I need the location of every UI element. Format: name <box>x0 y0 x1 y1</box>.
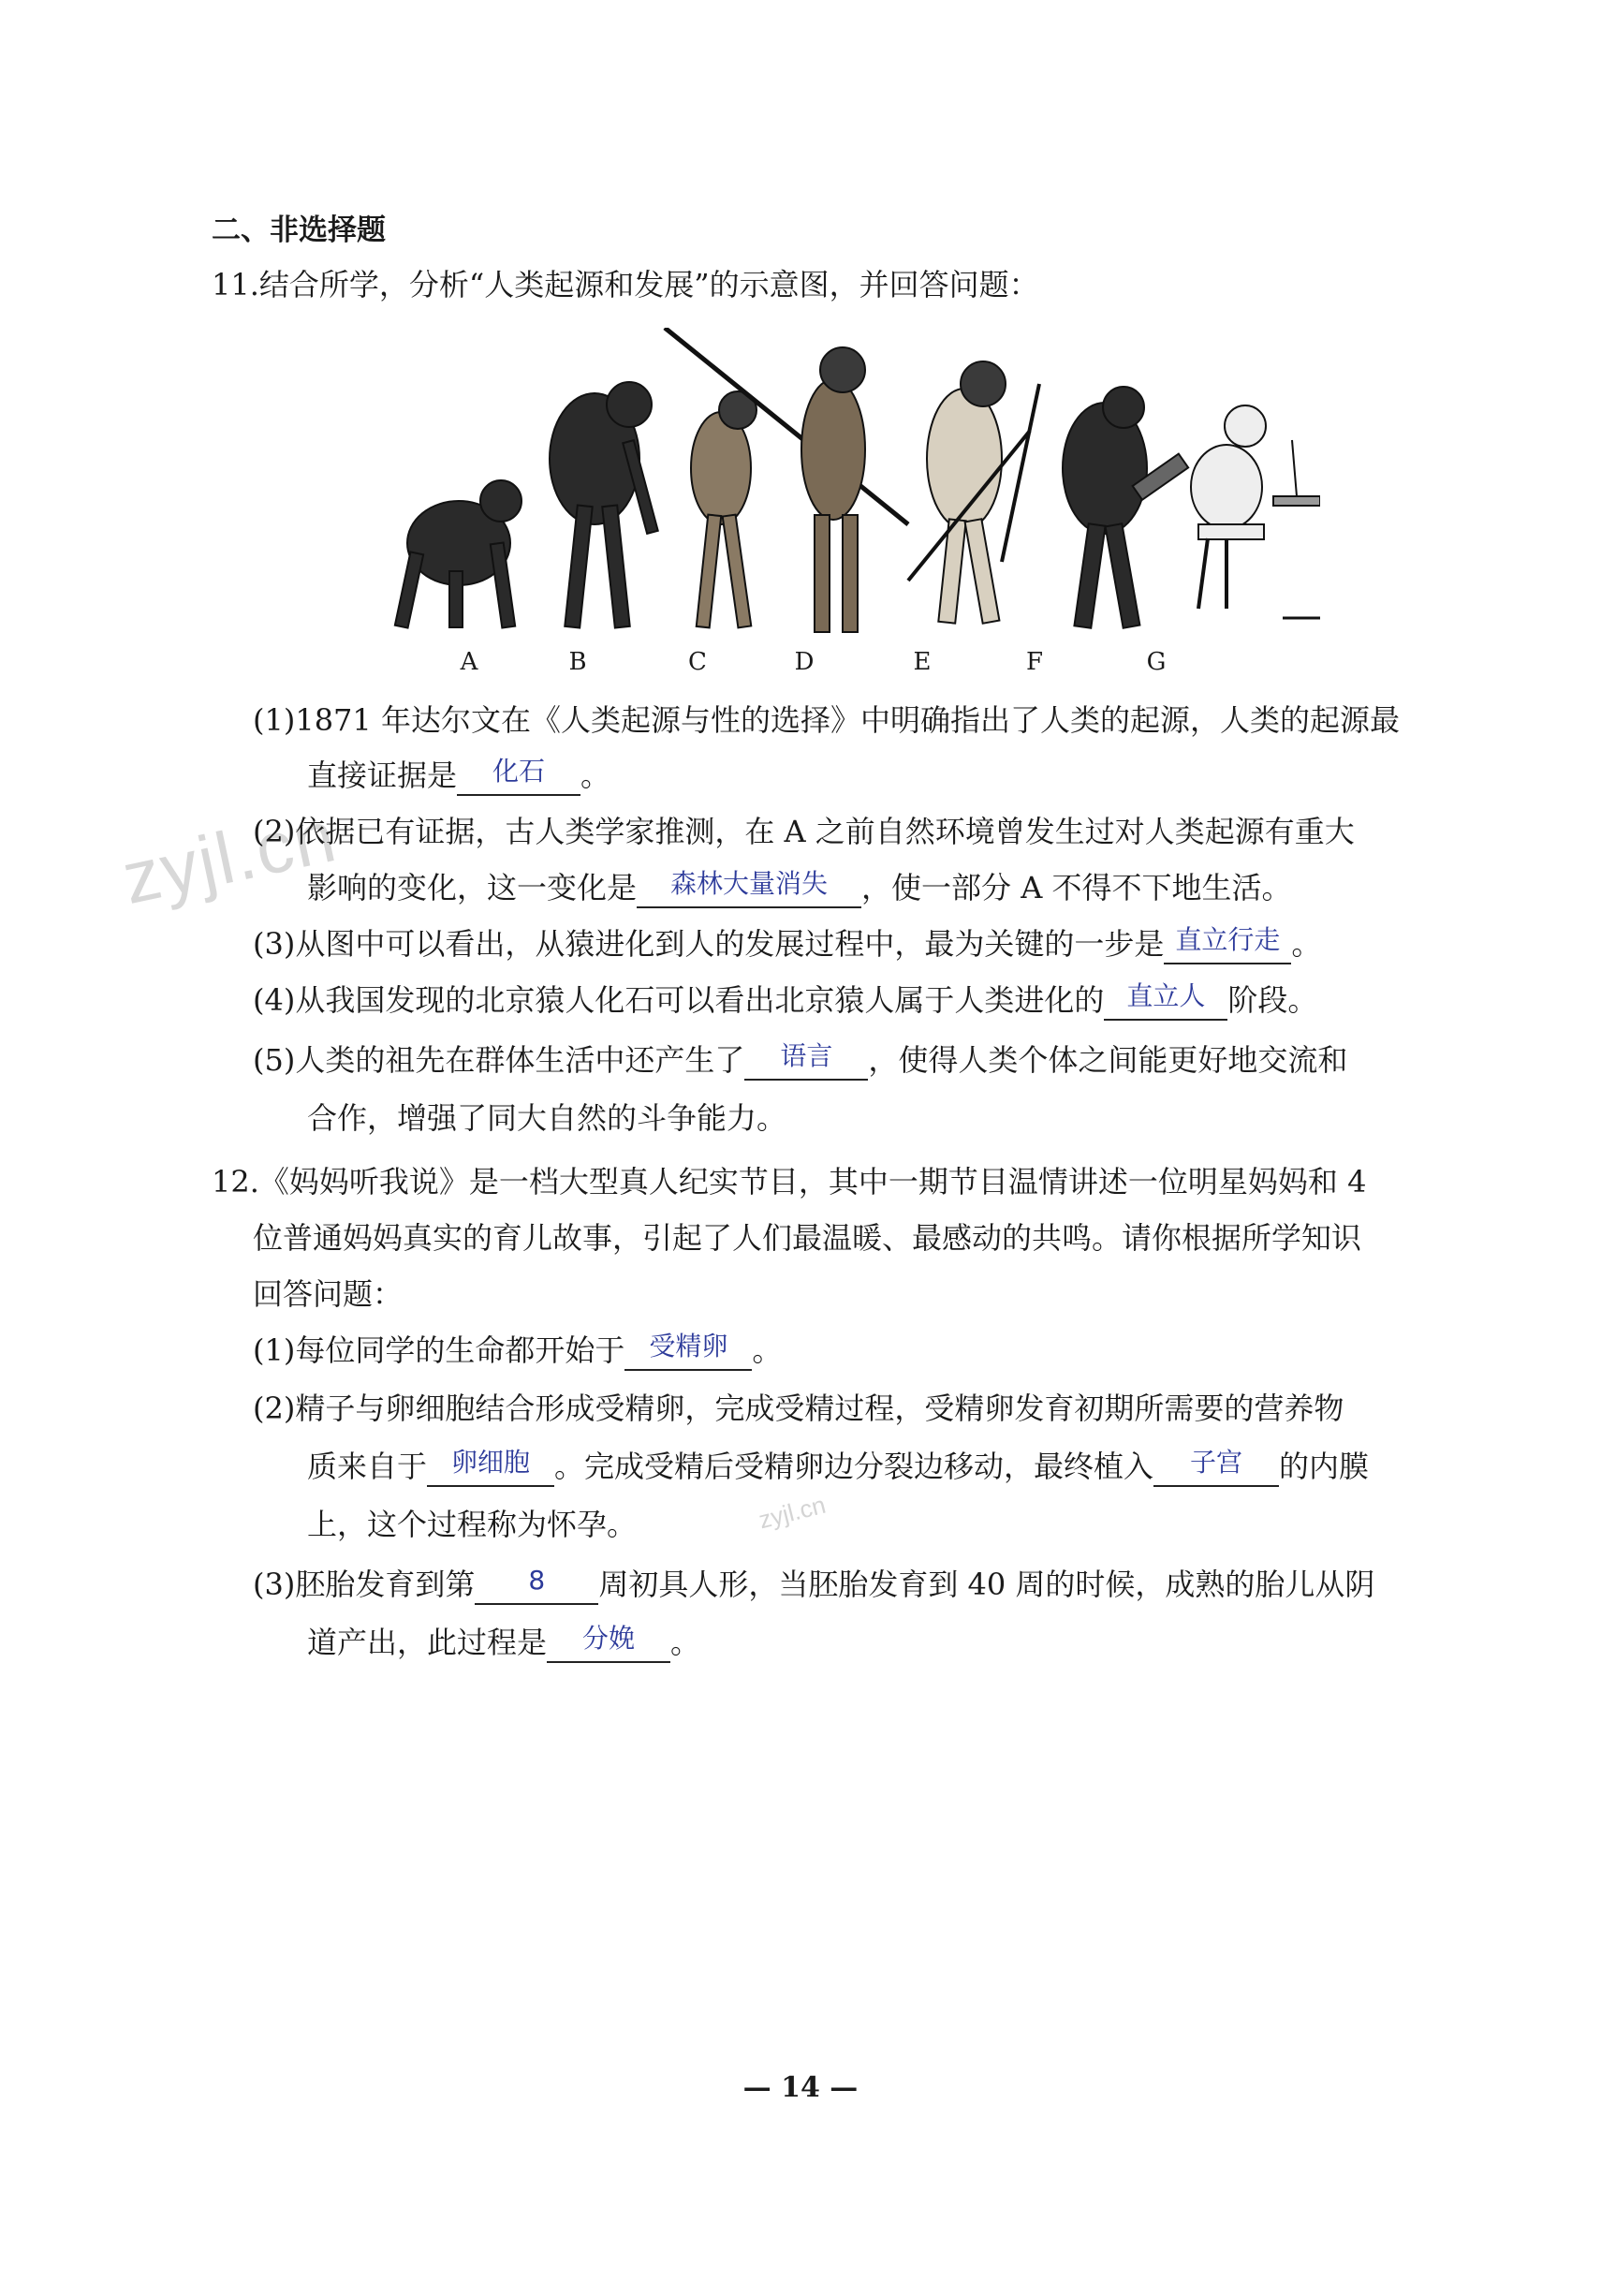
q11-p3-line <box>253 923 1321 964</box>
figure-label-e: E <box>913 648 932 676</box>
q12-p2-text: 质来自于 <box>307 1449 428 1484</box>
figure-label-g: G <box>1146 648 1167 676</box>
q11-p4-answer: 直立人 <box>1126 980 1206 1011</box>
figure-g-modern-human <box>1191 405 1320 618</box>
q11-p2-line1: (2)依据已有证据，古人类学家推测，在 A 之前自然环境曾发生过对人类起源有重大 <box>253 814 1355 849</box>
section-title: 二、非选择题 <box>212 213 386 247</box>
page-number: — 14 — <box>742 2071 859 2104</box>
q11-p4-end: 阶段。 <box>1227 982 1318 1018</box>
figure-label-a: A <box>460 648 478 676</box>
q12-p3-rest: 周初具人形，当胚胎发育到 40 周的时候，成熟的胎儿从阴 <box>598 1567 1375 1602</box>
q12-p2-end: 的内膜 <box>1279 1449 1370 1484</box>
q11-p1-line2 <box>307 755 610 796</box>
q12-p1-line <box>253 1330 782 1371</box>
q11-p3-blank[interactable] <box>1164 925 1291 964</box>
figure-label-d: D <box>794 648 815 676</box>
figure-a-ape <box>395 480 521 628</box>
q12-p2-mid: 。完成受精后受精卵边分裂边移动，最终植入 <box>554 1449 1154 1484</box>
q11-p5-line1 <box>253 1039 1347 1081</box>
q11-p4-text: (4)从我国发现的北京猿人化石可以看出北京猿人属于人类进化的 <box>253 982 1105 1018</box>
q11-stem: 11.结合所学，分析“人类起源和发展”的示意图，并回答问题： <box>212 267 1039 302</box>
q12-p3-end: 。 <box>670 1625 701 1660</box>
q12-p3-text: (3)胚胎发育到第 <box>253 1567 476 1602</box>
q12-p2-line2 <box>307 1446 1369 1487</box>
q12-p3-line2 <box>307 1622 700 1663</box>
q11-p2-line2 <box>307 867 1291 908</box>
q11-p1-end: 。 <box>580 758 611 793</box>
q12-p2-answer2: 子宫 <box>1190 1447 1243 1478</box>
q12-stem-line3: 回答问题： <box>253 1276 404 1312</box>
q11-p4-line <box>253 979 1317 1021</box>
q12-p3-answer1: 8 <box>528 1565 546 1596</box>
q11-p3-answer: 直立行走 <box>1175 924 1281 955</box>
q12-p2-answer1: 卵细胞 <box>451 1447 531 1478</box>
watermark-small: zyjl.cn <box>756 1490 829 1535</box>
q11-p5-text: (5)人类的祖先在群体生活中还产生了 <box>253 1042 745 1078</box>
q12-p2-line3: 上，这个过程称为怀孕。 <box>307 1507 638 1542</box>
q11-p1-text: 直接证据是 <box>307 758 458 793</box>
q11-p2-answer: 森林大量消失 <box>670 868 829 899</box>
q12-stem-line1: 12.《妈妈听我说》是一档大型真人纪实节目，其中一期节目温情讲述一位明星妈妈和 4 <box>212 1164 1367 1200</box>
q12-p3-blank2[interactable] <box>547 1624 670 1663</box>
q11-p1-answer: 化石 <box>492 756 546 787</box>
q12-p3-blank1[interactable] <box>475 1566 598 1605</box>
q12-p1-blank[interactable] <box>624 1332 752 1371</box>
figure-f-worker <box>1002 384 1188 628</box>
q11-p2-text: 影响的变化，这一变化是 <box>307 870 638 905</box>
q11-p4-blank[interactable] <box>1104 981 1227 1021</box>
figure-b-ape <box>550 382 658 627</box>
q12-p2-line1: (2)精子与卵细胞结合形成受精卵，完成受精过程，受精卵发育初期所需要的营养物 <box>253 1391 1344 1426</box>
figure-label-f: F <box>1025 648 1044 676</box>
q11-p1-blank[interactable] <box>457 757 580 796</box>
figure-e-early-human <box>908 361 1030 624</box>
figure-label-b: B <box>568 648 587 676</box>
q12-p1-answer: 受精卵 <box>649 1331 728 1361</box>
q11-p2-blank[interactable] <box>637 869 861 908</box>
watermark: zyjl.cn <box>115 793 345 920</box>
q12-p3-line1 <box>253 1564 1374 1605</box>
q12-p1-text: (1)每位同学的生命都开始于 <box>253 1332 625 1368</box>
q12-p3-answer2: 分娩 <box>582 1623 636 1654</box>
q12-p1-end: 。 <box>752 1332 783 1368</box>
q12-stem-line2: 位普通妈妈真实的育儿故事，引起了人们最温暖、最感动的共鸣。请你根据所学知识 <box>253 1220 1362 1256</box>
q11-p2-end: ，使一部分 A 不得不下地生活。 <box>861 870 1292 905</box>
q11-p5-answer: 语言 <box>780 1040 833 1071</box>
q11-p1-line1: (1)1871 年达尔文在《人类起源与性的选择》中明确指出了人类的起源，人类的起源最 <box>253 702 1400 738</box>
q11-p3-end: 。 <box>1291 926 1322 962</box>
q11-p5-line2: 合作，增强了同大自然的斗争能力。 <box>307 1100 787 1136</box>
figure-c-hominid <box>691 391 756 627</box>
figure-label-c: C <box>688 648 707 676</box>
q12-p2-blank1[interactable] <box>427 1448 554 1487</box>
q12-p3-text2: 道产出，此过程是 <box>307 1625 548 1660</box>
q11-p5-blank[interactable] <box>744 1041 868 1081</box>
q11-p5-rest: ，使得人类个体之间能更好地交流和 <box>868 1042 1348 1078</box>
q11-p3-text: (3)从图中可以看出，从猿进化到人的发展过程中，最为关键的一步是 <box>253 926 1165 962</box>
human-evolution-figure <box>384 328 1320 637</box>
q12-p2-blank2[interactable] <box>1153 1448 1279 1487</box>
